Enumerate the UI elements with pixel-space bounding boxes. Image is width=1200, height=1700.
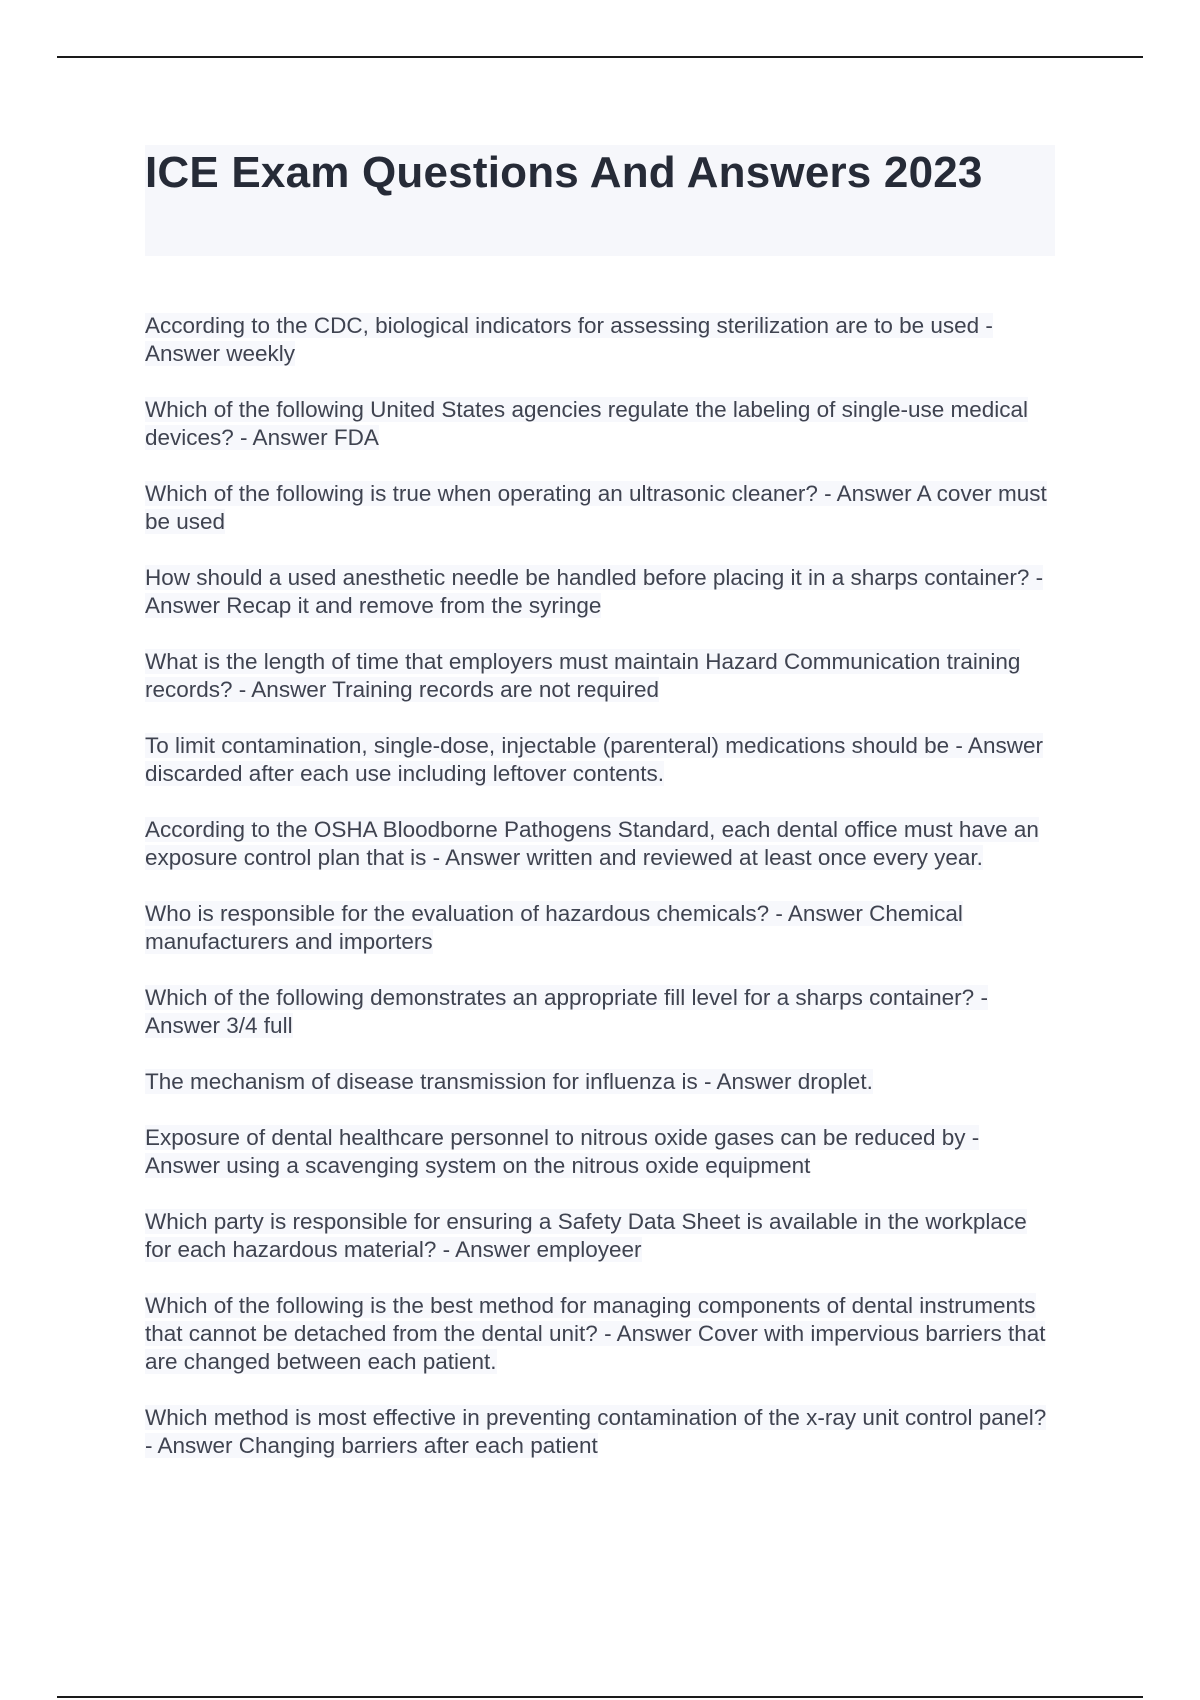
title-block bbox=[145, 145, 1055, 256]
header-rule bbox=[57, 56, 1143, 58]
qa-text: The mechanism of disease transmission for influenza is - Answer droplet. bbox=[145, 1069, 873, 1094]
qa-text: Which of the following United States agencies regulate the labeling of single-use medical devices? - Answer FDA bbox=[145, 397, 1029, 450]
qa-text: To limit contamination, single-dose, injectable (parenteral) medications should be - Answer discarded after each use including leftover contents. bbox=[145, 733, 1043, 786]
qa-item bbox=[145, 648, 1055, 704]
document-body bbox=[145, 145, 1055, 1488]
qa-text: What is the length of time that employers must maintain Hazard Communication training records? - Answer Training records are not required bbox=[145, 649, 1021, 702]
qa-text: According to the OSHA Bloodborne Pathogens Standard, each dental office must have an exposure control plan that is - Answer written and reviewed at least once every year. bbox=[145, 817, 1039, 870]
qa-item bbox=[145, 480, 1055, 536]
qa-text: Which of the following is true when operating an ultrasonic cleaner? - Answer A cover must be used bbox=[145, 481, 1047, 534]
qa-text: Exposure of dental healthcare personnel to nitrous oxide gases can be reduced by - Answer using a scavenging system on the nitrous oxide equipment bbox=[145, 1125, 980, 1178]
qa-item bbox=[145, 564, 1055, 620]
qa-text: Which of the following demonstrates an appropriate fill level for a sharps container? - Answer 3/4 full bbox=[145, 985, 988, 1038]
footer-rule bbox=[57, 1696, 1143, 1698]
qa-item bbox=[145, 1404, 1055, 1460]
qa-text: Which of the following is the best method for managing components of dental instruments that cannot be detached from the dental unit? - Answer Cover with impervious barriers that are changed between each patient. bbox=[145, 1293, 1046, 1374]
document-title: ICE Exam Questions And Answers 2023 bbox=[145, 148, 983, 197]
qa-text: According to the CDC, biological indicators for assessing sterilization are to be used - Answer weekly bbox=[145, 313, 993, 366]
qa-item bbox=[145, 396, 1055, 452]
qa-item bbox=[145, 1124, 1055, 1180]
qa-text: Which method is most effective in preventing contamination of the x-ray unit control panel? - Answer Changing barriers after each patient bbox=[145, 1405, 1047, 1458]
qa-item bbox=[145, 1068, 1055, 1096]
qa-item bbox=[145, 732, 1055, 788]
qa-item bbox=[145, 312, 1055, 368]
qa-text: Who is responsible for the evaluation of hazardous chemicals? - Answer Chemical manufacturers and importers bbox=[145, 901, 963, 954]
qa-item bbox=[145, 1208, 1055, 1264]
qa-text: How should a used anesthetic needle be handled before placing it in a sharps container? - Answer Recap it and remove from the syringe bbox=[145, 565, 1044, 618]
qa-item bbox=[145, 984, 1055, 1040]
qa-list bbox=[145, 312, 1055, 1460]
qa-text: Which party is responsible for ensuring a Safety Data Sheet is available in the workplace for each hazardous material? - Answer employeer bbox=[145, 1209, 1027, 1262]
qa-item bbox=[145, 1292, 1055, 1376]
qa-item bbox=[145, 900, 1055, 956]
qa-item bbox=[145, 816, 1055, 872]
